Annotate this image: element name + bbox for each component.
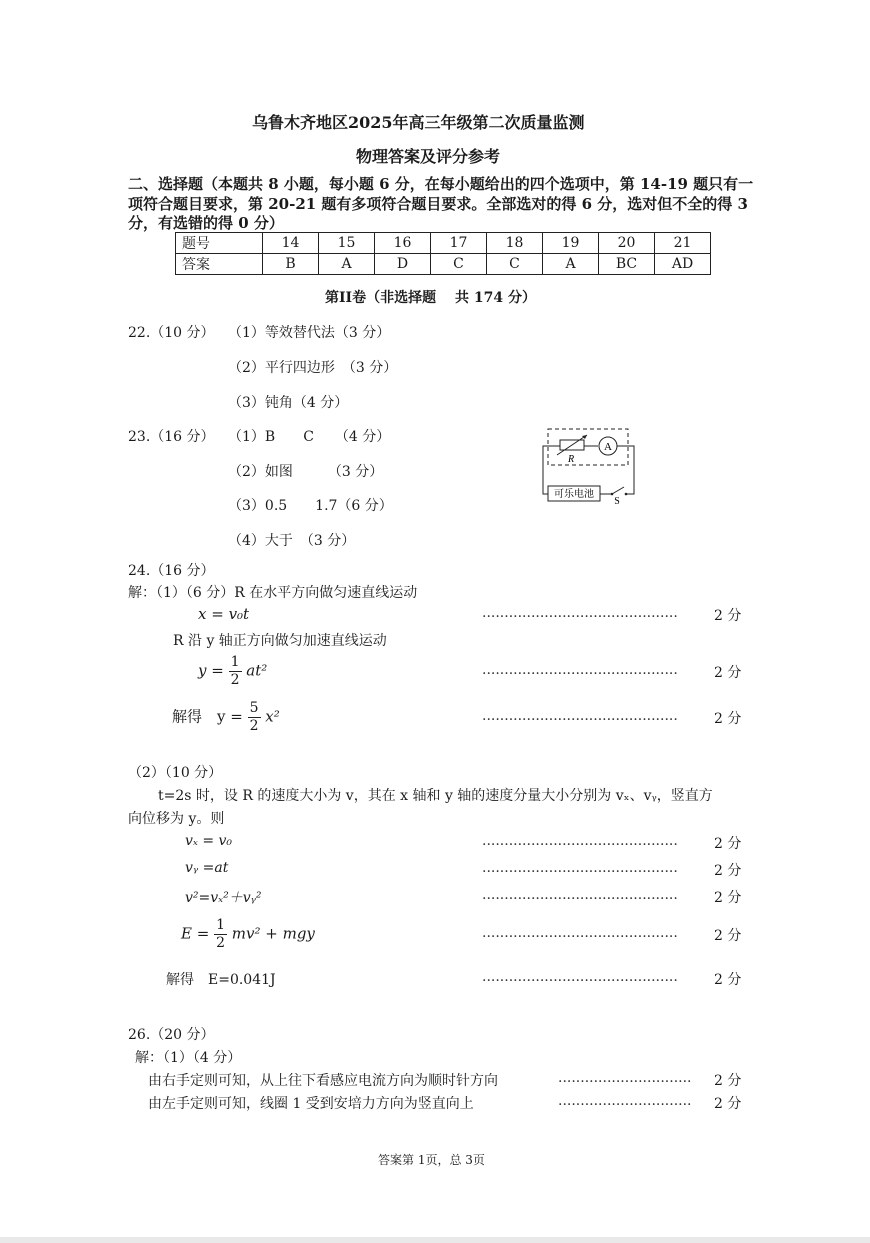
section-intro-line3: 分，有选错的得 0 分）: [128, 214, 284, 232]
q26-label: 26.（20 分）: [128, 1027, 215, 1043]
part2-heading: 第II卷（非选择题 共 174 分）: [325, 290, 536, 306]
circuit-diagram: [538, 424, 638, 506]
table-cell: A: [319, 254, 375, 275]
table-cell: C: [431, 254, 487, 275]
q22-label: 22.（10 分）: [128, 325, 215, 341]
table-cell: AD: [655, 254, 711, 275]
score-label: 2 分: [714, 863, 742, 879]
score-label: 2 分: [714, 836, 742, 852]
q24-part2-text-1: t=2s 时，设 R 的速度大小为 v，其在 x 轴和 y 轴的速度分量大小分别为 vₓ、vᵧ，竖直方: [158, 788, 713, 804]
score-label: 2 分: [714, 1096, 742, 1112]
table-row: [176, 254, 711, 275]
q26-line-2: 由左手定则可知，线圈 1 受到安培力方向为竖直向上: [148, 1096, 474, 1112]
score-dots: ............................................: [482, 605, 678, 621]
q24-equation-3: 解得 y = $\frac{5}{2}$ x²: [172, 700, 280, 734]
resistor-label: R: [567, 454, 575, 465]
score-dots: ............................................: [482, 969, 678, 985]
q23-label: 23.（16 分）: [128, 429, 215, 445]
score-label: 2 分: [714, 1073, 742, 1089]
score-label: 2 分: [714, 928, 742, 944]
table-cell: 16: [375, 233, 431, 254]
table-cell: 19: [543, 233, 599, 254]
table-cell: A: [543, 254, 599, 275]
q23-answer-1: （1）B C （4 分）: [228, 429, 391, 445]
q24-equation-2: y = $\frac{1}{2}$ at²: [198, 654, 268, 688]
q22-answer-3: （3）钝角（4 分）: [228, 395, 349, 411]
q24-equation-6: v²=vₓ²＋vᵧ²: [185, 890, 262, 906]
score-label: 2 分: [714, 665, 742, 681]
score-dots: ..............................: [558, 1093, 692, 1109]
q22-answer-1: （1）等效替代法（3 分）: [228, 325, 391, 341]
score-label: 2 分: [714, 972, 742, 988]
score-dots: ..............................: [558, 1070, 692, 1086]
q24-part1-mid: R 沿 y 轴正方向做匀加速直线运动: [173, 633, 387, 649]
q24-equation-8: 解得 E=0.041J: [166, 972, 276, 988]
score-dots: ............................................: [482, 887, 678, 903]
score-label: 2 分: [714, 711, 742, 727]
score-dots: ............................................: [482, 708, 678, 724]
section-intro-line2: 项符合题目要求，第 20-21 题有多项符合题目要求。全部选对的得 6 分，选对但不全的得 3: [128, 195, 748, 213]
table-cell: 17: [431, 233, 487, 254]
table-row: [176, 233, 711, 254]
q26-line-1: 由右手定则可知，从上往下看感应电流方向为顺时针方向: [148, 1073, 498, 1089]
q23-answer-4: （4）大于 （3 分）: [228, 533, 356, 549]
table-cell: C: [487, 254, 543, 275]
q23-answer-2: （2）如图 （3 分）: [228, 464, 384, 480]
q24-equation-1: x = v₀t: [198, 605, 250, 623]
switch-icon: [612, 487, 624, 494]
ammeter-label: A: [604, 441, 612, 453]
table-header-cell: 题号: [176, 233, 263, 254]
score-dots: ............................................: [482, 860, 678, 876]
table-cell: 21: [655, 233, 711, 254]
page-bottom-edge: [0, 1237, 870, 1243]
q24-part2-text-2: 向位移为 y。则: [128, 811, 225, 827]
battery-label: 可乐电池: [554, 489, 594, 500]
table-cell: 15: [319, 233, 375, 254]
table-header-cell: 答案: [176, 254, 263, 275]
score-dots: ............................................: [482, 662, 678, 678]
section-intro-line1: 二、选择题（本题共 8 小题，每小题 6 分，在每小题给出的四个选项中，第 14-19 题只有一: [128, 175, 754, 193]
document-title: 乌鲁木齐地区2025年高三年级第二次质量监测: [252, 113, 585, 132]
q24-equation-5: vᵧ =at: [185, 860, 229, 876]
table-cell: 14: [263, 233, 319, 254]
answer-table: [175, 232, 711, 275]
q23-answer-3: （3）0.5 1.7（6 分）: [228, 498, 393, 514]
q22-answer-2: （2）平行四边形 （3 分）: [228, 360, 398, 376]
table-cell: 20: [599, 233, 655, 254]
q26-part1: 解：（1）（4 分）: [135, 1050, 242, 1066]
score-dots: ............................................: [482, 833, 678, 849]
document-subtitle: 物理答案及评分参考: [356, 147, 501, 166]
q24-equation-7: E = $\frac{1}{2}$ mv² + mgy: [181, 917, 315, 951]
q24-part2-label: （2）（10 分）: [128, 765, 223, 781]
score-dots: ............................................: [482, 925, 678, 941]
q24-label: 24.（16 分）: [128, 563, 215, 579]
table-cell: D: [375, 254, 431, 275]
table-cell: B: [263, 254, 319, 275]
score-label: 2 分: [714, 890, 742, 906]
page-footer: 答案第 1页，总 3页: [378, 1153, 485, 1167]
table-cell: 18: [487, 233, 543, 254]
q24-equation-4: vₓ = v₀: [185, 833, 233, 849]
switch-label: S: [614, 496, 620, 506]
q24-part1-intro: 解：（1）（6 分）R 在水平方向做匀速直线运动: [128, 585, 418, 601]
score-label: 2 分: [714, 608, 742, 624]
table-cell: BC: [599, 254, 655, 275]
